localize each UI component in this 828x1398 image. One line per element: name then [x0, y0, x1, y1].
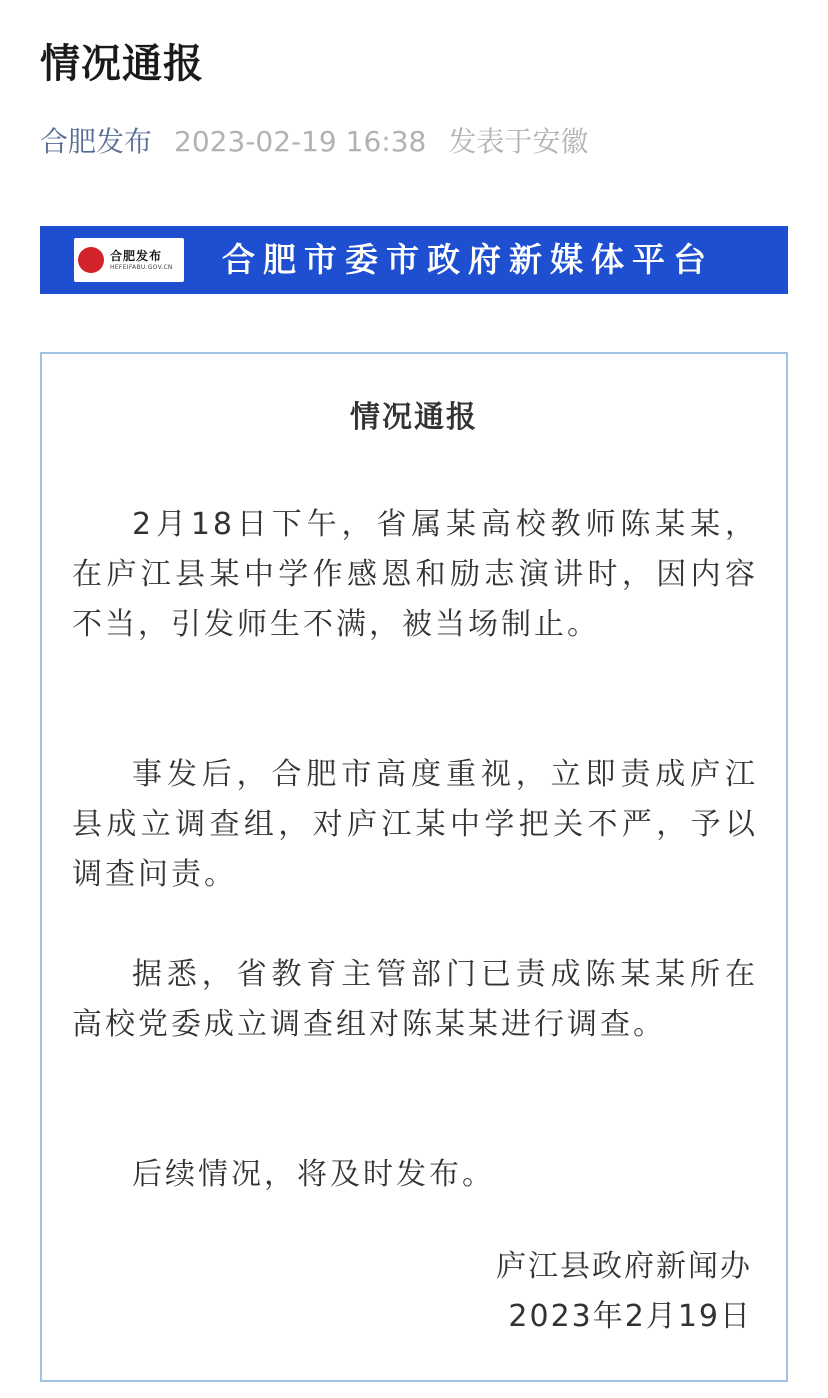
notice-box	[40, 352, 788, 1382]
signature-organization: 庐江县政府新闻办	[496, 1249, 752, 1284]
notice-paragraph: 事发后，合肥市高度重视，立即责成庐江县成立调查组，对庐江某中学把关不严，予以调查问责。	[72, 757, 758, 892]
logo-text: 合肥发布	[110, 248, 163, 263]
header-banner-image	[40, 226, 788, 294]
logo-subtext: HEFEIFABU.GOV.CN	[110, 263, 173, 271]
notice-paragraph: 后续情况，将及时发布。	[132, 1157, 495, 1192]
banner-title: 合肥市委市政府新媒体平台	[222, 240, 714, 279]
publish-date: 2023-02-19 16:38	[174, 125, 427, 158]
signature-date: 2023年2月19日	[508, 1299, 752, 1334]
article-title: 情况通报	[40, 41, 204, 87]
account-name-link[interactable]: 合肥发布	[40, 125, 153, 158]
logo-seal-icon	[78, 247, 104, 273]
article-meta	[40, 120, 588, 164]
notice-paragraph: 据悉，省教育主管部门已责成陈某某所在高校党委成立调查组对陈某某进行调查。	[72, 957, 758, 1042]
hefei-fabu-logo	[74, 238, 184, 282]
notice-heading: 情况通报	[350, 400, 478, 435]
notice-paragraph: 2月18日下午，省属某高校教师陈某某，在庐江县某中学作感恩和励志演讲时，因内容不当，引发师生不满，被当场制止。	[72, 507, 758, 642]
publish-location: 发表于安徽	[448, 125, 589, 158]
